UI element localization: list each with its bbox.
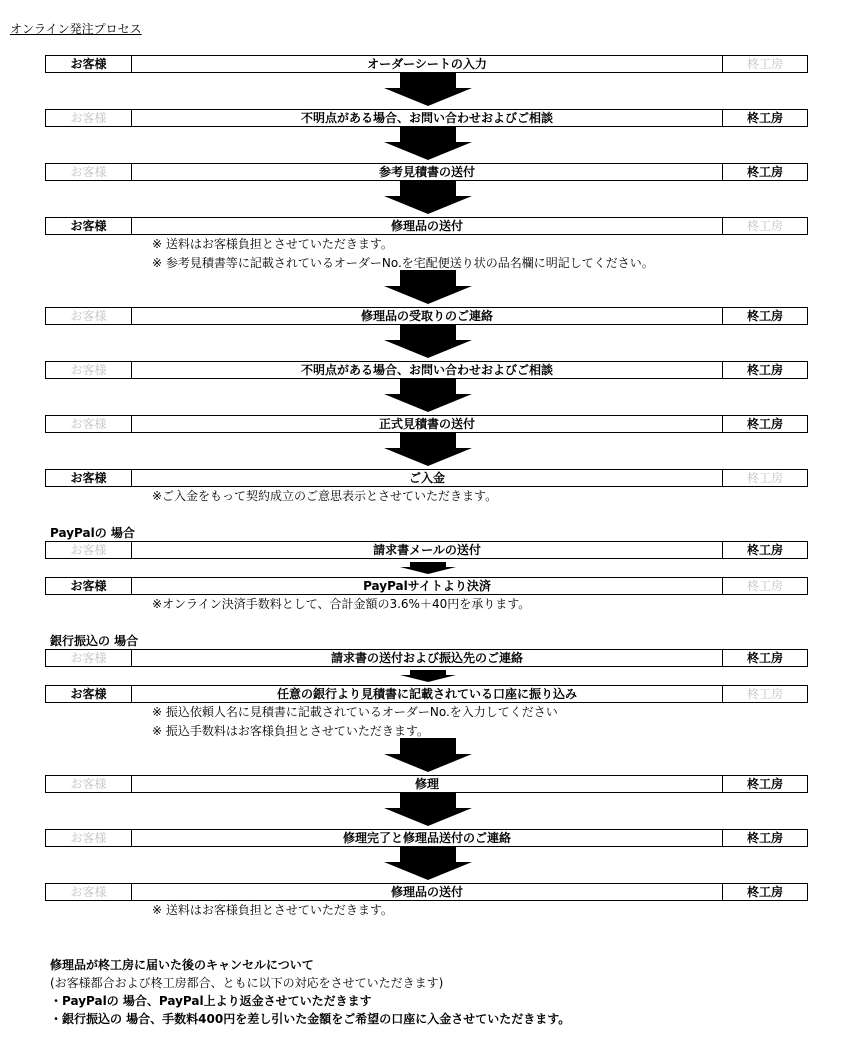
actor-workshop: 柊工房	[722, 578, 807, 594]
actor-customer: お客様	[46, 308, 132, 324]
actor-workshop: 柊工房	[722, 164, 807, 180]
actor-customer: お客様	[46, 110, 132, 126]
actor-customer: お客様	[46, 164, 132, 180]
down-arrow-icon	[384, 432, 472, 469]
step-label: 修理完了と修理品送付のご連絡	[342, 831, 511, 845]
step-label: 不明点がある場合、お問い合わせおよびご相談	[300, 363, 553, 377]
step-label: 任意の銀行より見積書に記載されている口座に振り込み	[276, 687, 577, 701]
actor-customer: お客様	[46, 542, 132, 558]
process-step	[45, 307, 808, 325]
cancel-line: ・銀行振込の 場合、手数料400円を差し引いた金額をご希望の口座に入金させていただきます。	[50, 1012, 571, 1026]
actor-workshop: 柊工房	[722, 416, 807, 432]
actor-customer: お客様	[46, 686, 132, 702]
step-label: 修理品の送付	[390, 219, 463, 233]
step-label: オーダーシートの入力	[367, 57, 487, 71]
actor-workshop: 柊工房	[722, 362, 807, 378]
process-step	[45, 55, 808, 73]
step-note: ※ 送料はお客様負担とさせていただきます。	[152, 903, 393, 917]
down-arrow-icon	[384, 846, 472, 883]
process-step	[45, 541, 808, 559]
actor-customer: お客様	[46, 470, 132, 486]
process-step	[45, 469, 808, 487]
down-arrow-icon	[384, 562, 472, 577]
process-step	[45, 883, 808, 901]
step-label: 正式見積書の送付	[378, 417, 475, 431]
actor-customer: お客様	[46, 650, 132, 666]
process-step	[45, 829, 808, 847]
actor-workshop: 柊工房	[722, 56, 807, 72]
actor-customer: お客様	[46, 416, 132, 432]
actor-workshop: 柊工房	[722, 884, 807, 900]
process-step	[45, 109, 808, 127]
actor-customer: お客様	[46, 578, 132, 594]
step-label: 修理品の送付	[390, 885, 463, 899]
step-label: 請求書の送付および振込先のご連絡	[330, 651, 523, 665]
process-step	[45, 775, 808, 793]
actor-workshop: 柊工房	[722, 776, 807, 792]
step-label: 請求書メールの送付	[373, 543, 481, 557]
down-arrow-icon	[384, 378, 472, 415]
actor-workshop: 柊工房	[722, 686, 807, 702]
actor-workshop: 柊工房	[722, 110, 807, 126]
actor-workshop: 柊工房	[722, 218, 807, 234]
down-arrow-icon	[384, 270, 472, 307]
actor-customer: お客様	[46, 884, 132, 900]
step-label: ご入金	[408, 471, 445, 485]
step-label: PayPalサイトより決済	[363, 579, 491, 593]
step-label: 修理品の受取りのご連絡	[360, 309, 493, 323]
step-label: 修理	[414, 777, 439, 791]
section-paypal: PayPalの 場合	[50, 526, 135, 540]
page-title: オンライン発注プロセス	[10, 22, 142, 36]
step-note: ※オンライン決済手数料として、合計金額の3.6%＋40円を承ります。	[152, 597, 531, 611]
process-step	[45, 163, 808, 181]
process-step	[45, 415, 808, 433]
down-arrow-icon	[384, 670, 472, 685]
actor-workshop: 柊工房	[722, 470, 807, 486]
down-arrow-icon	[384, 126, 472, 163]
cancel-line: ・PayPalの 場合、PayPal上より返金させていただきます	[50, 994, 372, 1008]
process-step	[45, 649, 808, 667]
process-step	[45, 685, 808, 703]
down-arrow-icon	[384, 792, 472, 829]
step-note: ※ 参考見積書等に記載されているオーダーNo.を宅配便送り状の品名欄に明記してください。	[152, 256, 654, 270]
actor-workshop: 柊工房	[722, 830, 807, 846]
cancel-line: (お客様都合および柊工房都合、ともに以下の対応をさせていただきます)	[50, 976, 444, 990]
actor-customer: お客様	[46, 830, 132, 846]
actor-customer: お客様	[46, 56, 132, 72]
actor-workshop: 柊工房	[722, 308, 807, 324]
step-label: 参考見積書の送付	[378, 165, 475, 179]
section-bank: 銀行振込の 場合	[50, 634, 139, 648]
actor-workshop: 柊工房	[722, 650, 807, 666]
down-arrow-icon	[384, 738, 472, 775]
down-arrow-icon	[384, 180, 472, 217]
step-note: ※ 振込手数料はお客様負担とさせていただきます。	[152, 724, 429, 738]
step-label: 不明点がある場合、お問い合わせおよびご相談	[300, 111, 553, 125]
step-note: ※ 送料はお客様負担とさせていただきます。	[152, 237, 393, 251]
process-step	[45, 577, 808, 595]
actor-customer: お客様	[46, 218, 132, 234]
actor-workshop: 柊工房	[722, 542, 807, 558]
actor-customer: お客様	[46, 362, 132, 378]
process-step	[45, 361, 808, 379]
down-arrow-icon	[384, 72, 472, 109]
process-step	[45, 217, 808, 235]
actor-customer: お客様	[46, 776, 132, 792]
down-arrow-icon	[384, 324, 472, 361]
step-note: ※ 振込依頼人名に見積書に記載されているオーダーNo.を入力してください	[152, 705, 558, 719]
cancel-heading: 修理品が柊工房に届いた後のキャンセルについて	[50, 958, 314, 972]
step-note: ※ご入金をもって契約成立のご意思表示とさせていただきます。	[152, 489, 498, 503]
